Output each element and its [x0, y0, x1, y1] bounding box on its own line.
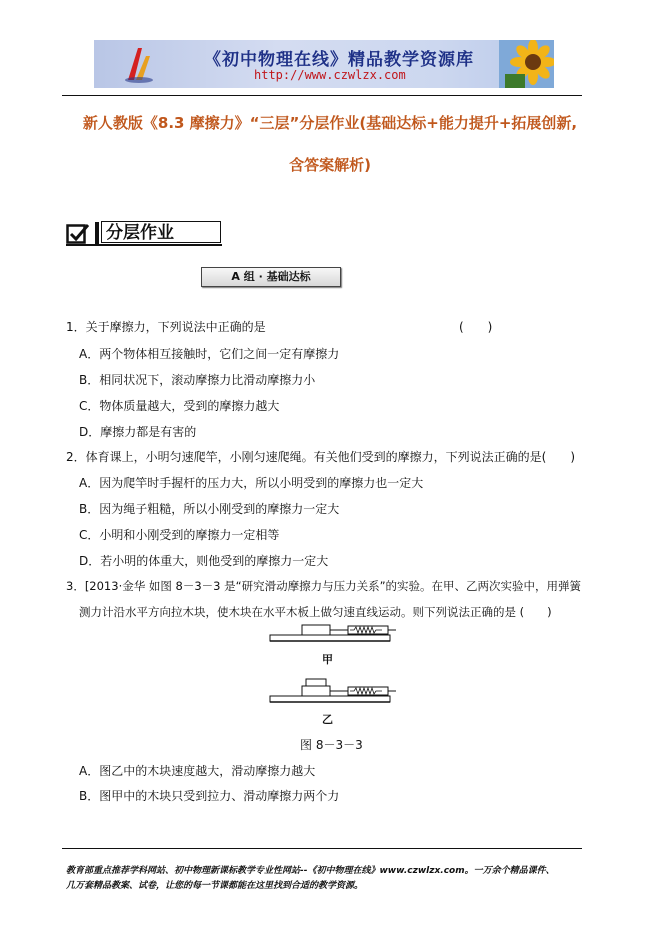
banner-title: 《初中物理在线》精品教学资源库 — [204, 50, 474, 70]
question-2-stem: 2．体育课上，小明匀速爬竿，小刚匀速爬绳。有关他们受到的摩擦力，下列说法正确的是( ) — [66, 450, 576, 464]
question-3-stem-line2: 测力计沿水平方向拉木块，使木块在水平木板上做匀速直线运动。则下列说法正确的是 ( ) — [79, 605, 552, 619]
section-underline — [66, 244, 222, 246]
footer-rule — [62, 848, 582, 849]
question-1-option-b: B．相同状况下，滚动摩擦力比滑动摩擦力小 — [79, 373, 316, 387]
question-3-stem-line1: 3．[2013·金华 如图 8－3－3 是“研究滑动摩擦力与压力关系”的实验。在甲、乙两次实验中，用弹簧 — [66, 579, 582, 593]
question-2-option-b: B．因为绳子粗糙，所以小刚受到的摩擦力一定大 — [79, 502, 340, 516]
question-3-option-b: B．图甲中的木块只受到拉力、滑动摩擦力两个力 — [79, 789, 340, 803]
figure-label-b: 乙 — [322, 713, 333, 726]
footer-line2: 几万套精品教案、试卷，让您的每一节课都能在这里找到合适的教学资源。 — [66, 881, 364, 891]
question-1-stem: 1．关于摩擦力，下列说法中正确的是 — [66, 320, 266, 334]
question-1-option-d: D．摩擦力都是有害的 — [79, 425, 197, 439]
question-1-option-c: C．物体质量越大，受到的摩擦力越大 — [79, 399, 280, 413]
footer-line1: 教育部重点推荐学科网站、初中物理新课标教学专业性网站--《初中物理在线》www.czwlzx.com。一万余个精品课件、 — [66, 866, 555, 876]
question-2-option-a: A．因为爬竿时手握杆的压力大，所以小明受到的摩擦力也一定大 — [79, 476, 424, 490]
question-2-option-d: D．若小明的体重大，则他受到的摩擦力一定大 — [79, 554, 329, 568]
header-banner — [94, 40, 554, 88]
banner-url[interactable]: http://www.czwlzx.com — [254, 68, 406, 82]
section-title: 分层作业 — [101, 221, 221, 243]
question-2-option-c: C．小明和小刚受到的摩擦力一定相等 — [79, 528, 280, 542]
doc-title-line1: 新人教版《8.3 摩擦力》“三层”分层作业(基础达标+能力提升+拓展创新, — [82, 114, 578, 132]
figure-experiment-b — [268, 676, 398, 710]
figure-experiment-a — [268, 617, 398, 651]
figure-caption: 图 8－3－3 — [300, 738, 363, 752]
doc-title-line2: 含答案解析) — [289, 156, 371, 174]
sunflower-icon — [499, 40, 554, 88]
section-bar — [95, 222, 99, 244]
header-rule — [62, 95, 582, 96]
logo-icon — [124, 44, 154, 84]
figure-label-a: 甲 — [322, 653, 333, 666]
checkbox-icon — [66, 223, 90, 245]
group-label: A 组 · 基础达标 — [201, 267, 341, 287]
question-1-option-a: A．两个物体相互接触时，它们之间一定有摩擦力 — [79, 347, 340, 361]
question-3-option-a: A．图乙中的木块速度越大，滑动摩擦力越大 — [79, 764, 316, 778]
question-1-answer-blank: ( ) — [459, 320, 493, 334]
